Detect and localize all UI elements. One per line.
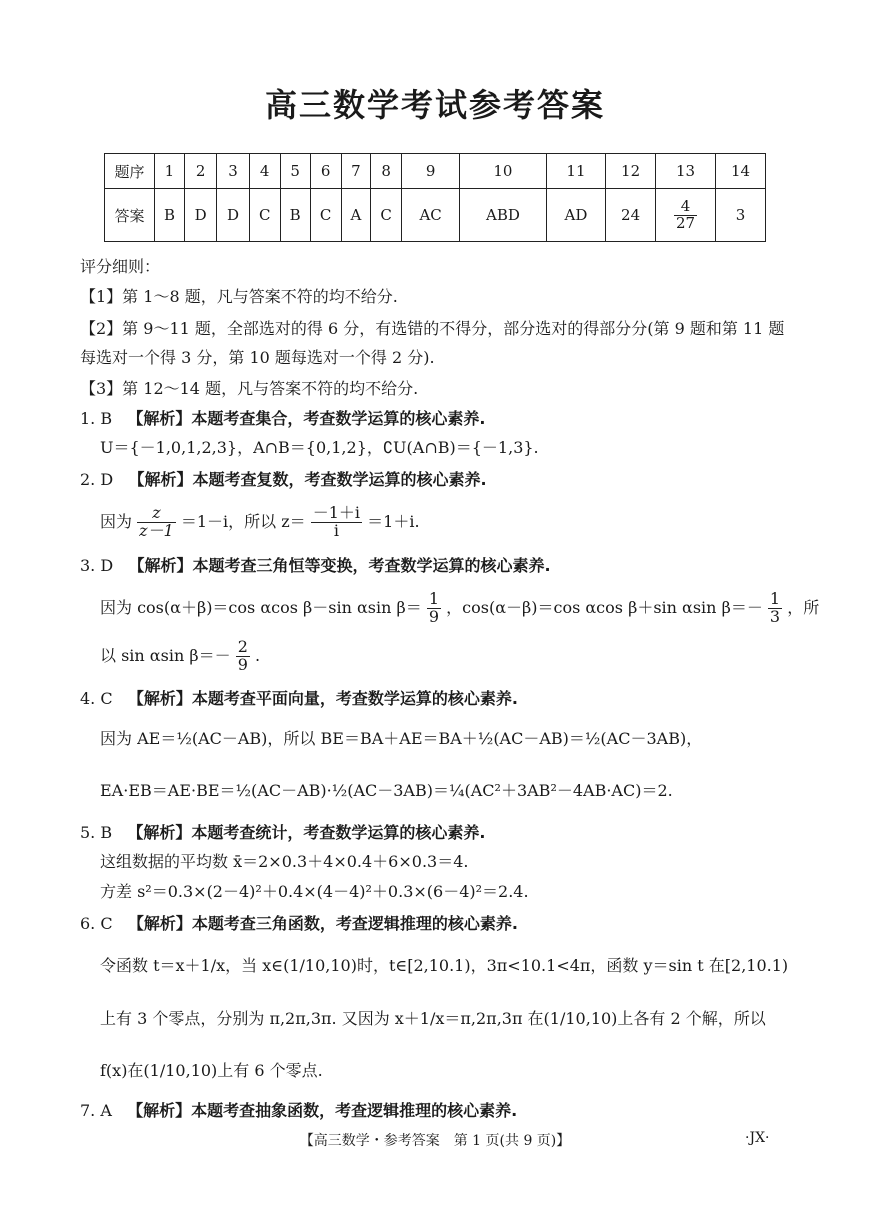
table-cell: AD (546, 189, 605, 242)
table-cell: C (310, 189, 341, 242)
table-cell: 3 (217, 154, 249, 189)
table-cell: 7 (341, 154, 370, 189)
question-5-header (80, 822, 810, 844)
table-cell: 4 (249, 154, 280, 189)
question-5-body-1: 这组数据的平均数 x̄＝2×0.3＋4×0.4＋6×0.3＝4. (100, 852, 469, 871)
footer-tag: ·JX· (745, 1130, 770, 1146)
rule-1: 【1】第 1～8 题，凡与答案不符的均不给分. (80, 287, 398, 306)
table-cell: 12 (606, 154, 656, 189)
question-number: 2. D (80, 470, 114, 489)
analysis-tag: 【解析】本题考查平面向量，考查数学运算的核心素养. (127, 689, 518, 708)
table-row (105, 154, 766, 189)
question-6-body-2: 上有 3 个零点，分别为 π,2π,3π. 又因为 x＋1/x＝π,2π,3π 在(1/10,10)上各有 2 个解，所以 (100, 1009, 766, 1028)
question-4-body-2: EA·EB＝AE·BE＝½(AC－AB)·½(AC－3AB)＝¼(AC²＋3AB²－4AB·AC)＝2. (100, 781, 673, 800)
analysis-tag: 【解析】本题考查抽象函数，考查逻辑推理的核心素养. (127, 1101, 518, 1120)
table-cell: 2 (184, 154, 216, 189)
table-cell: AC (402, 189, 460, 242)
table-cell: 14 (715, 154, 765, 189)
analysis-tag: 【解析】本题考查统计，考查数学运算的核心素养. (127, 823, 486, 842)
question-4-header (80, 688, 810, 710)
question-number: 5. B (80, 823, 113, 842)
fraction: $\frac{2}{9}$ (237, 637, 248, 674)
analysis-tag: 【解析】本题考查三角函数，考查逻辑推理的核心素养. (127, 914, 518, 933)
table-cell: D (184, 189, 216, 242)
analysis-tag: 【解析】本题考查集合，考查数学运算的核心素养. (127, 409, 486, 428)
table-header-cell: 题序 (105, 154, 155, 189)
page-footer: 【高三数学・参考答案 第 1 页(共 9 页)】 (299, 1133, 571, 1149)
question-number: 3. D (80, 556, 114, 575)
question-1-header (80, 408, 810, 430)
question-6-body-3: f(x)在(1/10,10)上有 6 个零点. (100, 1061, 323, 1080)
fraction: $\frac{1}{9}$ (428, 589, 440, 626)
table-cell: 1 (155, 154, 185, 189)
question-2-header (80, 469, 810, 491)
page-title: 高三数学考试参考答案 (264, 86, 605, 124)
question-4-body-1: 因为 AE＝½(AC－AB)，所以 BE＝BA＋AE＝BA＋½(AC－AB)＝½(AC－3AB)， (100, 729, 703, 748)
table-cell: C (249, 189, 280, 242)
table-cell: 3 (715, 189, 765, 242)
table-cell: 24 (606, 189, 656, 242)
table-cell: 10 (460, 154, 547, 189)
question-3-body-1: 因为 cos(α＋β)＝cos αcos β－sin αsin β＝ $\frac{1}{9}$ ，cos(α－β)＝cos αcos β＋sin αsin β＝－ $\frac{1}{3}$ ，所 (100, 589, 820, 626)
analysis-tag: 【解析】本题考查复数，考查数学运算的核心素养. (128, 470, 487, 489)
table-cell: ABD (460, 189, 547, 242)
question-3-body-2: 以 sin αsin β＝－ $\frac{2}{9}$ . (100, 637, 261, 674)
table-cell: B (155, 189, 185, 242)
question-2-body: 因为 $\frac{z}{z-1}$ ＝1－i，所以 z＝ $\frac{-1+i}{i}$ ＝1＋i. (100, 503, 420, 540)
question-3-header (80, 555, 810, 577)
question-number: 4. C (80, 689, 113, 708)
table-cell: 11 (546, 154, 605, 189)
fraction: $\frac{z}{z-1}$ (139, 503, 174, 540)
table-cell: C (371, 189, 402, 242)
table-cell: 13 (656, 154, 716, 189)
rule-2-line-2: 每选对一个得 3 分，第 10 题每选对一个得 2 分). (80, 348, 435, 367)
rules-heading: 评分细则： (80, 257, 161, 276)
fraction: $\frac{1}{3}$ (769, 589, 781, 626)
rule-2-line-1: 【2】第 9～11 题，全部选对的得 6 分，有选错的不得分，部分选对的得部分分(第 9 题和第 11 题 (80, 319, 785, 338)
table-cell-fraction (656, 189, 716, 242)
question-number: 6. C (80, 914, 113, 933)
answer-table (104, 153, 766, 242)
fraction: $\frac{-1+i}{i}$ (312, 503, 361, 540)
table-cell: 8 (371, 154, 402, 189)
table-header-cell: 答案 (105, 189, 155, 242)
table-cell: 9 (402, 154, 460, 189)
table-cell: A (341, 189, 370, 242)
question-5-body-2: 方差 s²＝0.3×(2－4)²＋0.4×(4－4)²＋0.3×(6－4)²＝2.4. (100, 882, 529, 901)
question-6-header (80, 913, 810, 935)
analysis-tag: 【解析】本题考查三角恒等变换，考查数学运算的核心素养. (128, 556, 551, 575)
table-row (105, 189, 766, 242)
table-cell: D (217, 189, 249, 242)
table-cell: 6 (310, 154, 341, 189)
question-7-header (80, 1100, 810, 1122)
question-1-body: U＝{－1,0,1,2,3}，A∩B＝{0,1,2}，∁U(A∩B)＝{－1,3}. (100, 438, 539, 457)
rule-3: 【3】第 12～14 题，凡与答案不符的均不给分. (80, 379, 419, 398)
question-number: 7. A (80, 1101, 112, 1120)
table-cell: B (280, 189, 310, 242)
question-6-body-1: 令函数 t＝x＋1/x，当 x∈(1/10,10)时，t∈[2,10.1)，3π<10.1<4π，函数 y＝sin t 在[2,10.1) (100, 956, 789, 975)
table-cell: 5 (280, 154, 310, 189)
question-number: 1. B (80, 409, 113, 428)
fraction: $\frac{4}{27}$ (675, 196, 696, 232)
